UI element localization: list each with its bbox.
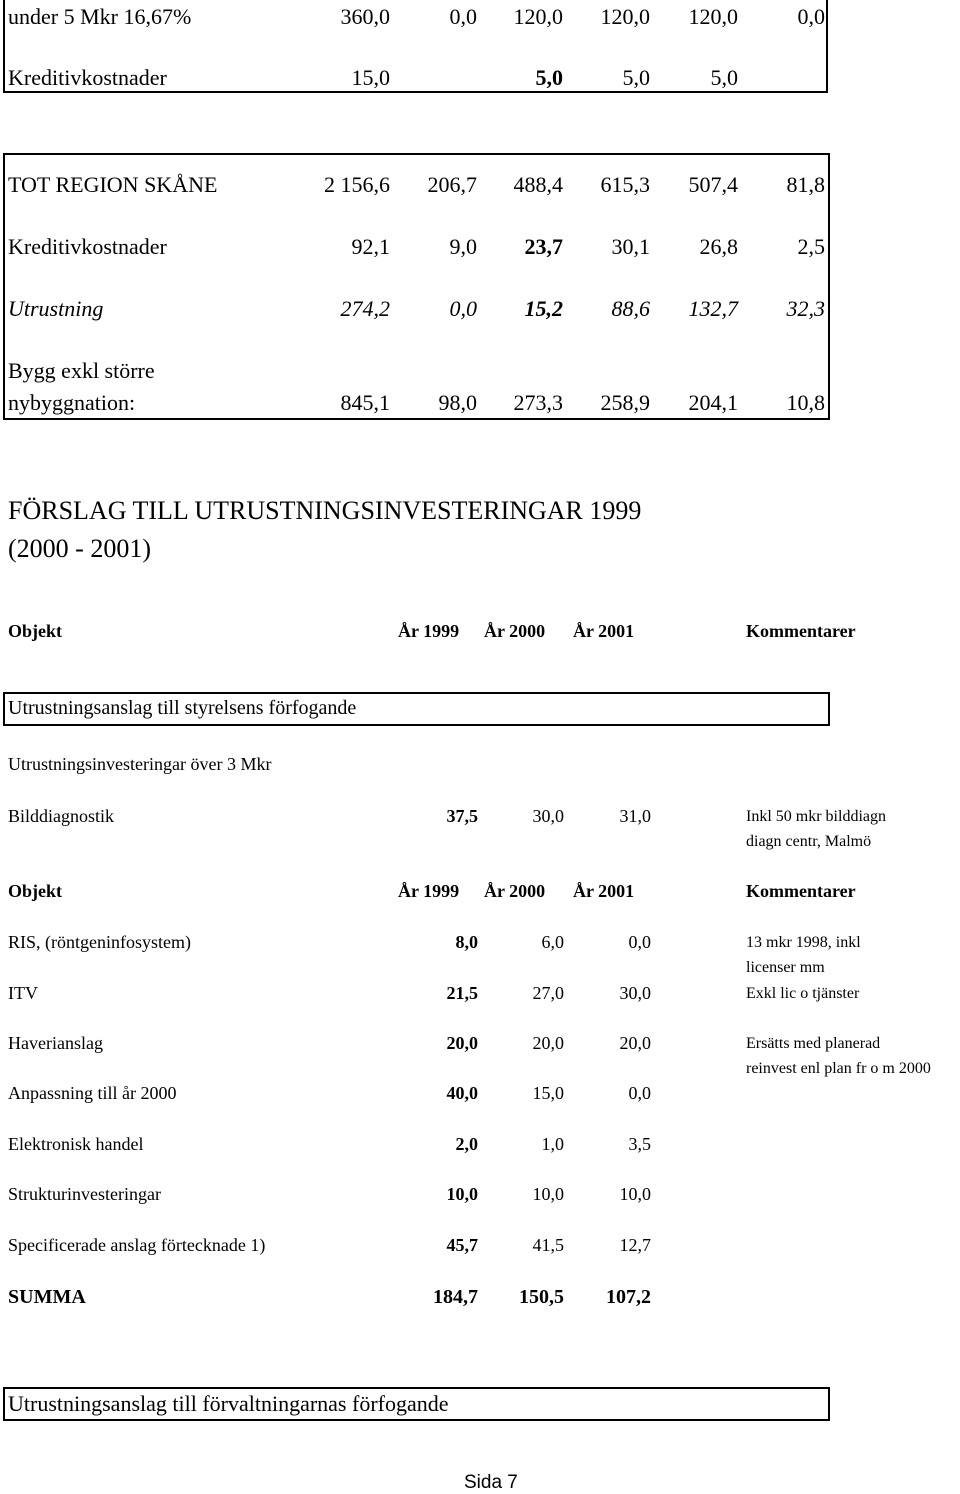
cell: 204,1 bbox=[688, 390, 738, 415]
cell-1999: 2,0 bbox=[455, 1134, 478, 1154]
cell: 98,0 bbox=[438, 390, 477, 415]
cell-2001: 30,0 bbox=[619, 983, 651, 1003]
section-title-line1: FÖRSLAG TILL UTRUSTNINGSINVESTERINGAR 1999 bbox=[8, 496, 642, 525]
cell: 507,4 bbox=[688, 172, 738, 197]
cell: 0,0 bbox=[449, 4, 477, 29]
cell: 132,7 bbox=[688, 296, 738, 321]
summa-2000: 150,5 bbox=[519, 1286, 564, 1308]
cell-2000: 1,0 bbox=[541, 1134, 564, 1154]
cell: 120,0 bbox=[688, 4, 738, 29]
styrelsen-title: Utrustningsanslag till styrelsens förfogande bbox=[8, 697, 357, 719]
cell: 88,6 bbox=[611, 296, 650, 321]
cell: 15,2 bbox=[524, 296, 563, 321]
header-year-1999: År 1999 bbox=[398, 881, 460, 901]
comment: reinvest enl plan fr o m 2000 bbox=[746, 1060, 931, 1077]
cell-1999: 40,0 bbox=[446, 1083, 478, 1103]
cell: 26,8 bbox=[699, 234, 738, 259]
cell: 845,1 bbox=[340, 390, 390, 415]
cell-2000: 6,0 bbox=[541, 932, 564, 952]
row-label: under 5 Mkr 16,67% bbox=[8, 4, 192, 29]
cell: 9,0 bbox=[449, 234, 477, 259]
row-label: Elektronisk handel bbox=[8, 1134, 144, 1154]
cell: 0,0 bbox=[797, 4, 825, 29]
row-label: ITV bbox=[8, 983, 38, 1003]
header-year-2001: År 2001 bbox=[573, 621, 635, 641]
row-label-line2: nybyggnation: bbox=[8, 390, 136, 415]
cell-1999: 20,0 bbox=[446, 1033, 478, 1053]
summa-2001: 107,2 bbox=[606, 1286, 651, 1308]
cell: 2,5 bbox=[797, 234, 825, 259]
row-label: Kreditivkostnader bbox=[8, 234, 167, 259]
cell: 0,0 bbox=[449, 296, 477, 321]
cell: 92,1 bbox=[351, 234, 390, 259]
cell-2000: 41,5 bbox=[532, 1235, 564, 1255]
header-year-1999: År 1999 bbox=[398, 621, 460, 641]
cell-2000: 27,0 bbox=[532, 983, 564, 1003]
cell-2000: 10,0 bbox=[532, 1184, 564, 1204]
cell: 5,0 bbox=[710, 65, 738, 90]
cell: 5,0 bbox=[622, 65, 650, 90]
header-objekt: Objekt bbox=[8, 881, 62, 901]
row-label: Bilddiagnostik bbox=[8, 806, 115, 826]
comment: Inkl 50 mkr bilddiagn bbox=[746, 808, 886, 825]
summa-label: SUMMA bbox=[8, 1286, 86, 1308]
cell-2000: 15,0 bbox=[532, 1083, 564, 1103]
summa-1999: 184,7 bbox=[433, 1286, 478, 1308]
row-label: Kreditivkostnader bbox=[8, 65, 167, 90]
row-label: Strukturinvesteringar bbox=[8, 1184, 161, 1204]
cell-2000: 30,0 bbox=[532, 806, 564, 826]
header-year-2000: År 2000 bbox=[484, 881, 546, 901]
cell-2001: 3,5 bbox=[628, 1134, 651, 1154]
comment: 13 mkr 1998, inkl bbox=[746, 934, 861, 951]
header-year-2001: År 2001 bbox=[573, 881, 635, 901]
cell: 32,3 bbox=[786, 296, 825, 321]
cell: 30,1 bbox=[611, 234, 650, 259]
section-title-line2: (2000 - 2001) bbox=[8, 534, 151, 563]
cell-1999: 37,5 bbox=[446, 806, 478, 826]
cell: 206,7 bbox=[427, 172, 477, 197]
cell-1999: 45,7 bbox=[446, 1235, 478, 1255]
cell: 360,0 bbox=[340, 4, 390, 29]
cell: 15,0 bbox=[351, 65, 390, 90]
cell-2001: 10,0 bbox=[619, 1184, 651, 1204]
page-number: Sida 7 bbox=[464, 1472, 518, 1493]
row-label: RIS, (röntgeninfosystem) bbox=[8, 932, 191, 952]
header-comments: Kommentarer bbox=[746, 621, 856, 641]
cell: 120,0 bbox=[513, 4, 563, 29]
cell: 488,4 bbox=[513, 172, 563, 197]
cell: 10,8 bbox=[786, 390, 825, 415]
header-comments: Kommentarer bbox=[746, 881, 856, 901]
cell-2001: 12,7 bbox=[619, 1235, 651, 1255]
cell-2001: 0,0 bbox=[628, 1083, 651, 1103]
cell: 274,2 bbox=[340, 296, 390, 321]
cell: 2 156,6 bbox=[324, 172, 390, 197]
cell: 615,3 bbox=[600, 172, 650, 197]
row-label-line1: Bygg exkl större bbox=[8, 358, 155, 383]
row-label: Haverianslag bbox=[8, 1033, 103, 1053]
cell-2001: 20,0 bbox=[619, 1033, 651, 1053]
row-label: TOT REGION SKÅNE bbox=[8, 172, 218, 197]
forvaltning-title: Utrustningsanslag till förvaltningarnas förfogande bbox=[8, 1391, 449, 1416]
cell-1999: 21,5 bbox=[446, 983, 478, 1003]
row-label: Anpassning till år 2000 bbox=[8, 1083, 177, 1103]
row-label: Specificerade anslag förtecknade 1) bbox=[8, 1235, 266, 1255]
over3mkr-heading: Utrustningsinvesteringar över 3 Mkr bbox=[8, 754, 272, 774]
cell: 120,0 bbox=[600, 4, 650, 29]
header-year-2000: År 2000 bbox=[484, 621, 546, 641]
cell: 81,8 bbox=[786, 172, 825, 197]
row-label: Utrustning bbox=[8, 296, 104, 321]
comment: Exkl lic o tjänster bbox=[746, 985, 860, 1002]
cell-2000: 20,0 bbox=[532, 1033, 564, 1053]
header-objekt: Objekt bbox=[8, 621, 62, 641]
comment: diagn centr, Malmö bbox=[746, 833, 872, 850]
cell: 258,9 bbox=[600, 390, 650, 415]
cell: 23,7 bbox=[524, 234, 563, 259]
comment: Ersätts med planerad bbox=[746, 1035, 881, 1052]
cell-1999: 10,0 bbox=[446, 1184, 478, 1204]
cell-2001: 0,0 bbox=[628, 932, 651, 952]
cell-1999: 8,0 bbox=[455, 932, 478, 952]
cell-2001: 31,0 bbox=[619, 806, 651, 826]
comment: licenser mm bbox=[746, 959, 825, 976]
cell: 273,3 bbox=[513, 390, 563, 415]
cell: 5,0 bbox=[535, 65, 563, 90]
